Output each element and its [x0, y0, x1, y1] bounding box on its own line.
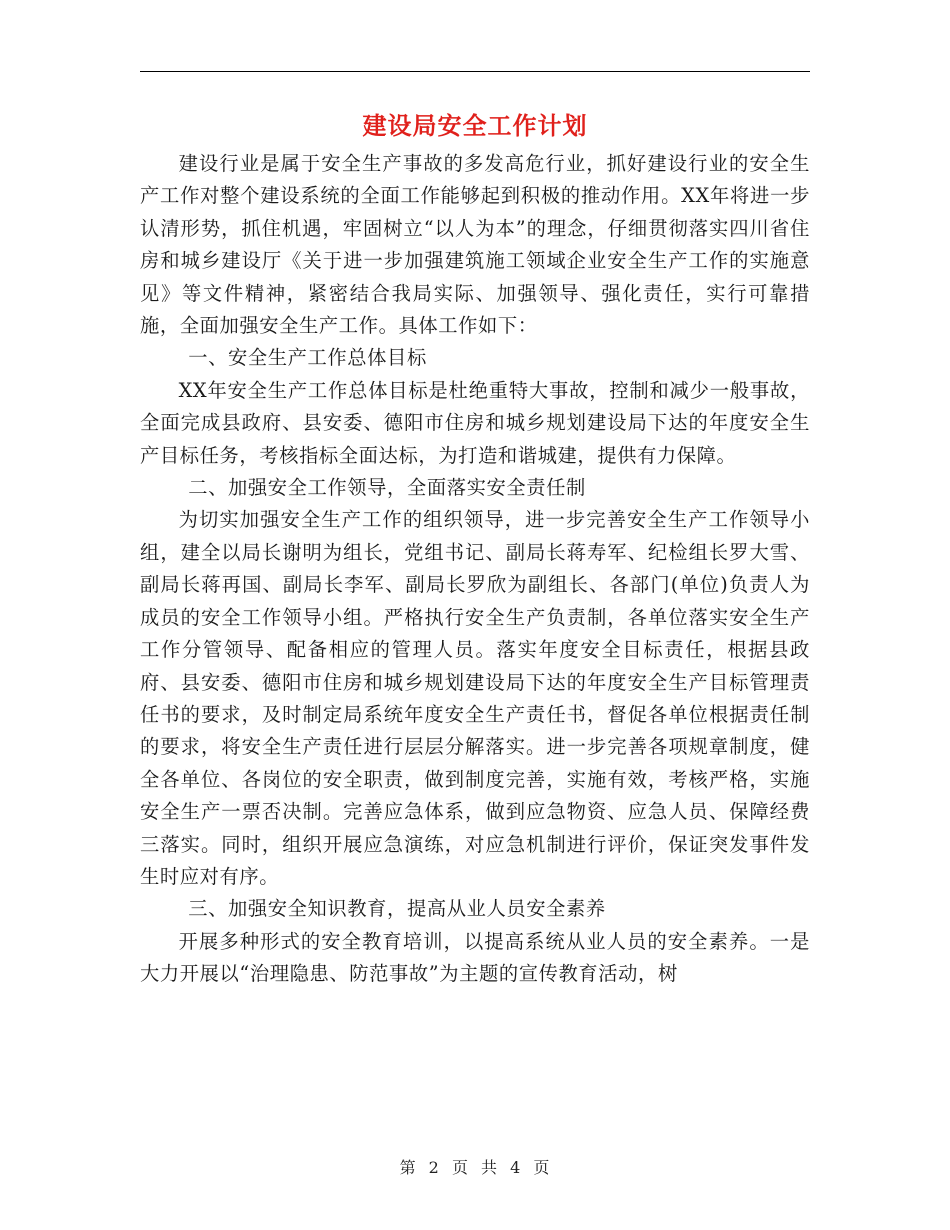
- page-footer: 第 2 页 共 4 页: [399, 1158, 551, 1177]
- document-body: [140, 148, 810, 991]
- paragraph-intro: 建设行业是属于安全生产事故的多发高危行业，抓好建设行业的安全生产工作对整个建设系统的全面工作能够起到积极的推动作用。XX年将进一步认清形势，抓住机遇，牢固树立“以人为本”的理念，仔细贯彻落实四川省住房和城乡建设厅《关于进一步加强建筑施工领域企业安全生产工作的实施意见》等文件精神，紧密结合我局实际、加强领导、强化责任，实行可靠措施，全面加强安全生产工作。具体工作如下：: [140, 152, 810, 338]
- document-title: 建设局安全工作计划: [362, 112, 588, 140]
- paragraph-education: 开展多种形式的安全教育培训，以提高系统从业人员的安全素养。一是大力开展以“治理隐患、防范事故”为主题的宣传教育活动，树: [140, 929, 810, 986]
- section-heading-1: 一、安全生产工作总体目标: [188, 346, 427, 370]
- header-rule: [140, 71, 810, 72]
- paragraph-goals: XX年安全生产工作总体目标是杜绝重特大事故，控制和减少一般事故，全面完成县政府、县安委、德阳市住房和城乡规划建设局下达的年度安全生产目标任务，考核指标全面达标，为打造和谐城建，提供有力保障。: [140, 378, 810, 467]
- section-heading-3: 三、加强安全知识教育，提高从业人员安全素养: [188, 897, 606, 921]
- section-heading-2: 二、加强安全工作领导，全面落实安全责任制: [188, 476, 586, 500]
- paragraph-leadership: 为切实加强安全生产工作的组织领导，进一步完善安全生产工作领导小组，建全以局长谢明为组长，党组书记、副局长蒋寿军、纪检组长罗大雪、副局长蒋再国、副局长李军、副局长罗欣为副组长、各部门(单位)负责人为成员的安全工作领导小组。严格执行安全生产负责制，各单位落实安全生产工作分管领导、配备相应的管理人员。落实年度安全目标责任，根据县政府、县安委、德阳市住房和城乡规划建设局下达的年度安全生产目标管理责任书的要求，及时制定局系统年度安全生产责任书，督促各单位根据责任制的要求，将安全生产责任进行层层分解落实。进一步完善各项规章制度，健全各单位、各岗位的安全职责，做到制度完善，实施有效，考核严格，实施安全生产一票否决制。完善应急体系，做到应急物资、应急人员、保障经费三落实。同时，组织开展应急演练，对应急机制进行评价，保证突发事件发生时应对有序。: [140, 508, 810, 888]
